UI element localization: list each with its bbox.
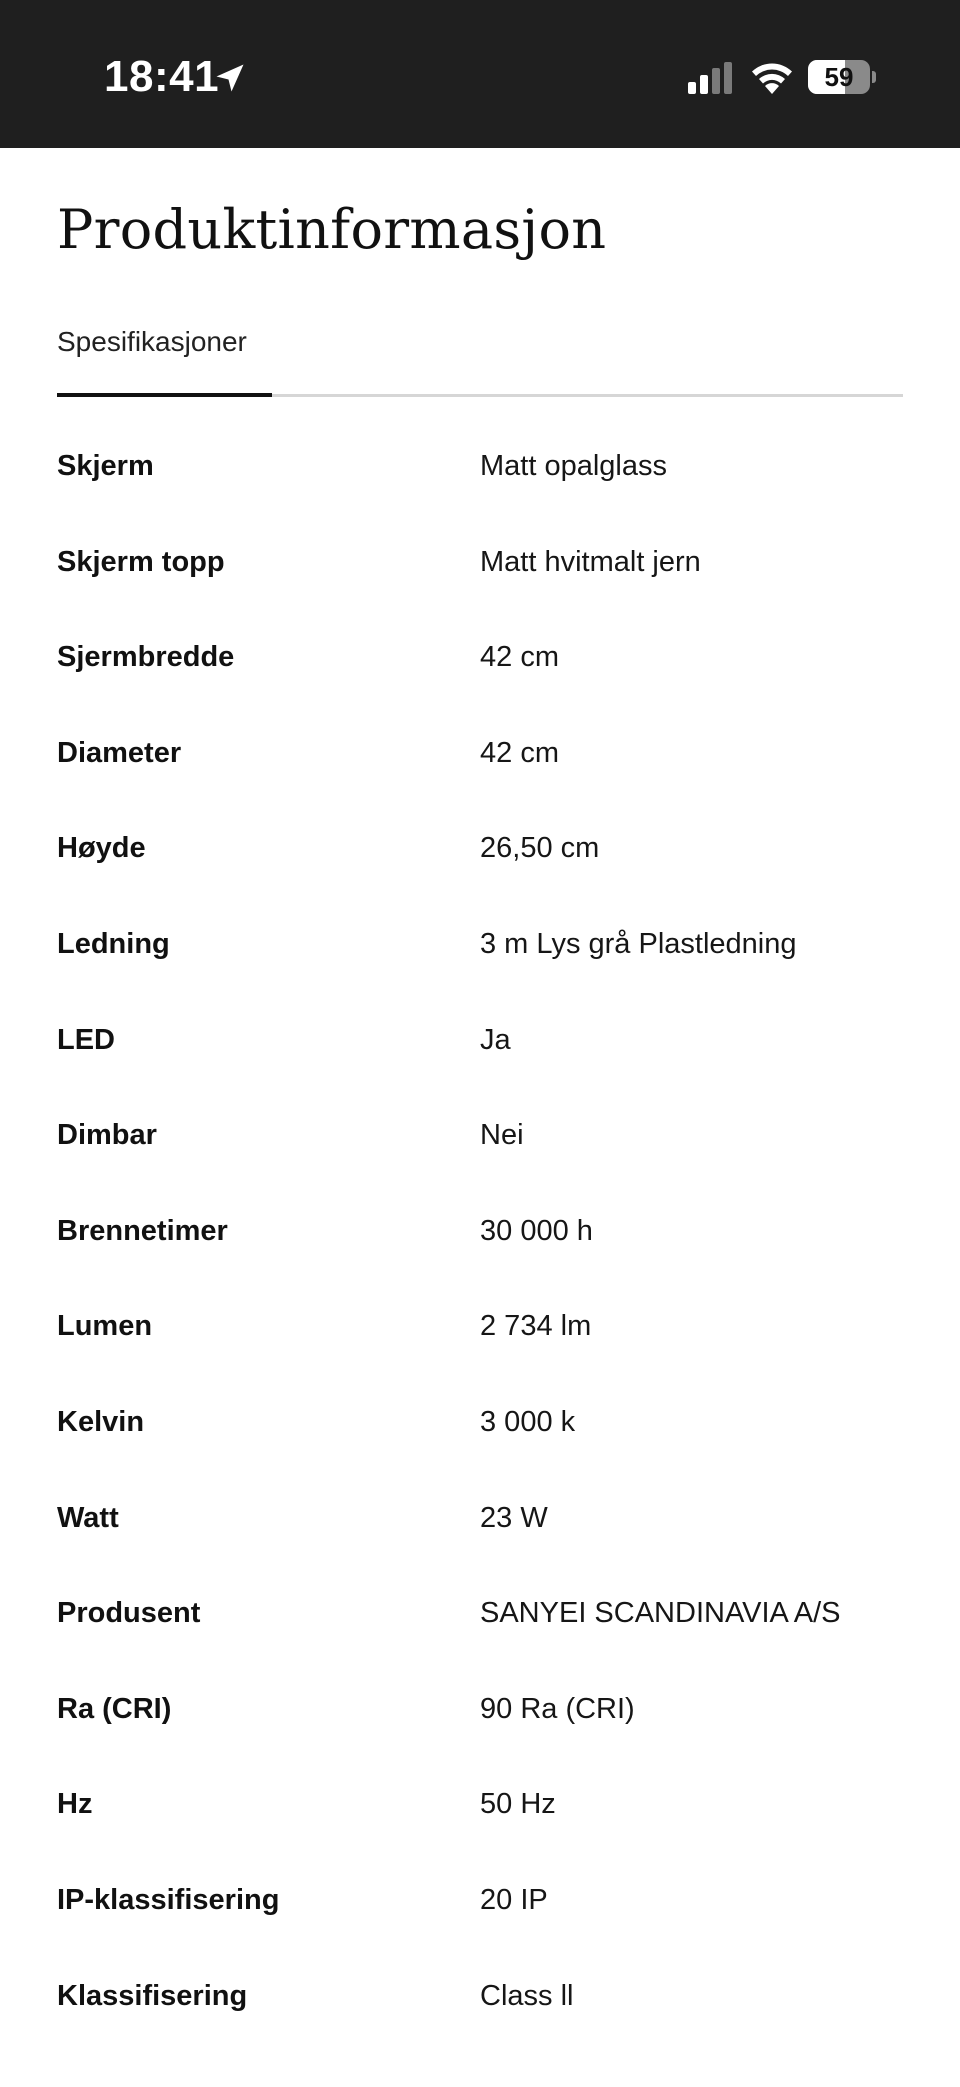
spec-row bbox=[57, 902, 903, 998]
status-bar bbox=[0, 0, 960, 148]
spec-value: 30 000 h bbox=[480, 1214, 593, 1247]
spec-value: 20 IP bbox=[480, 1883, 548, 1916]
tab-bar bbox=[57, 320, 903, 396]
cellular-signal-icon bbox=[688, 62, 734, 94]
spec-row bbox=[57, 1667, 903, 1763]
spec-value: 26,50 cm bbox=[480, 832, 600, 865]
spec-row bbox=[57, 1093, 903, 1189]
spec-label: Ledning bbox=[57, 927, 170, 960]
spec-label: LED bbox=[57, 1023, 115, 1056]
spec-label: IP-klassifisering bbox=[57, 1883, 280, 1916]
spec-value: 42 cm bbox=[480, 736, 559, 769]
spec-value: 50 Hz bbox=[480, 1788, 556, 1821]
battery-level: 59 bbox=[824, 62, 854, 92]
spec-row bbox=[57, 1284, 903, 1380]
spec-value: 2 734 lm bbox=[480, 1310, 592, 1343]
spec-row bbox=[57, 1189, 903, 1285]
spec-row bbox=[57, 1858, 903, 1954]
spec-row bbox=[57, 1380, 903, 1476]
battery-cap bbox=[872, 71, 876, 83]
battery-body bbox=[808, 60, 870, 94]
page-title: Produktinformasjon bbox=[57, 198, 607, 261]
spec-label: Lumen bbox=[57, 1310, 153, 1343]
spec-value: 42 cm bbox=[480, 641, 559, 674]
spec-label: Dimbar bbox=[57, 1119, 157, 1152]
tab-specifications[interactable]: Spesifikasjoner bbox=[57, 326, 247, 357]
spec-label: Ra (CRI) bbox=[57, 1692, 172, 1725]
spec-label: Sjermbredde bbox=[57, 641, 235, 674]
spec-row bbox=[57, 615, 903, 711]
spec-row bbox=[57, 998, 903, 1094]
status-time: 18:41 bbox=[104, 52, 220, 101]
spec-row bbox=[57, 520, 903, 616]
product-info-section bbox=[57, 148, 903, 2012]
tab-active-indicator bbox=[57, 393, 272, 397]
location-arrow-icon bbox=[212, 60, 248, 96]
spec-label: Høyde bbox=[57, 832, 146, 865]
wifi-icon bbox=[750, 60, 794, 94]
spec-row bbox=[57, 1954, 903, 2050]
spec-label: Watt bbox=[57, 1501, 119, 1534]
spec-label: Skjerm bbox=[57, 450, 154, 482]
spec-label: Diameter bbox=[57, 736, 182, 769]
spec-label: Kelvin bbox=[57, 1405, 145, 1438]
spec-row bbox=[57, 1476, 903, 1572]
spec-value: 90 Ra (CRI) bbox=[480, 1692, 635, 1725]
spec-value: 3 m Lys grå Plastledning bbox=[480, 927, 797, 960]
spec-label: Klassifisering bbox=[57, 1979, 248, 2012]
spec-label: Produsent bbox=[57, 1597, 201, 1630]
spec-row bbox=[57, 1762, 903, 1858]
spec-list bbox=[57, 424, 903, 2049]
spec-value: Matt opalglass bbox=[480, 450, 667, 482]
spec-value: SANYEI SCANDINAVIA A/S bbox=[480, 1597, 841, 1630]
spec-label: Hz bbox=[57, 1788, 93, 1821]
spec-row bbox=[57, 711, 903, 807]
spec-value: 23 W bbox=[480, 1501, 548, 1534]
spec-row bbox=[57, 806, 903, 902]
battery-icon bbox=[808, 60, 876, 94]
spec-value: 3 000 k bbox=[480, 1405, 576, 1438]
spec-value: Matt hvitmalt jern bbox=[480, 545, 701, 578]
spec-row bbox=[57, 1571, 903, 1667]
spec-value: Ja bbox=[480, 1023, 511, 1056]
spec-label: Skjerm topp bbox=[57, 545, 225, 578]
spec-value: Nei bbox=[480, 1119, 524, 1152]
spec-row bbox=[57, 424, 903, 520]
spec-label: Brennetimer bbox=[57, 1214, 228, 1247]
spec-value: Class ll bbox=[480, 1979, 574, 2012]
